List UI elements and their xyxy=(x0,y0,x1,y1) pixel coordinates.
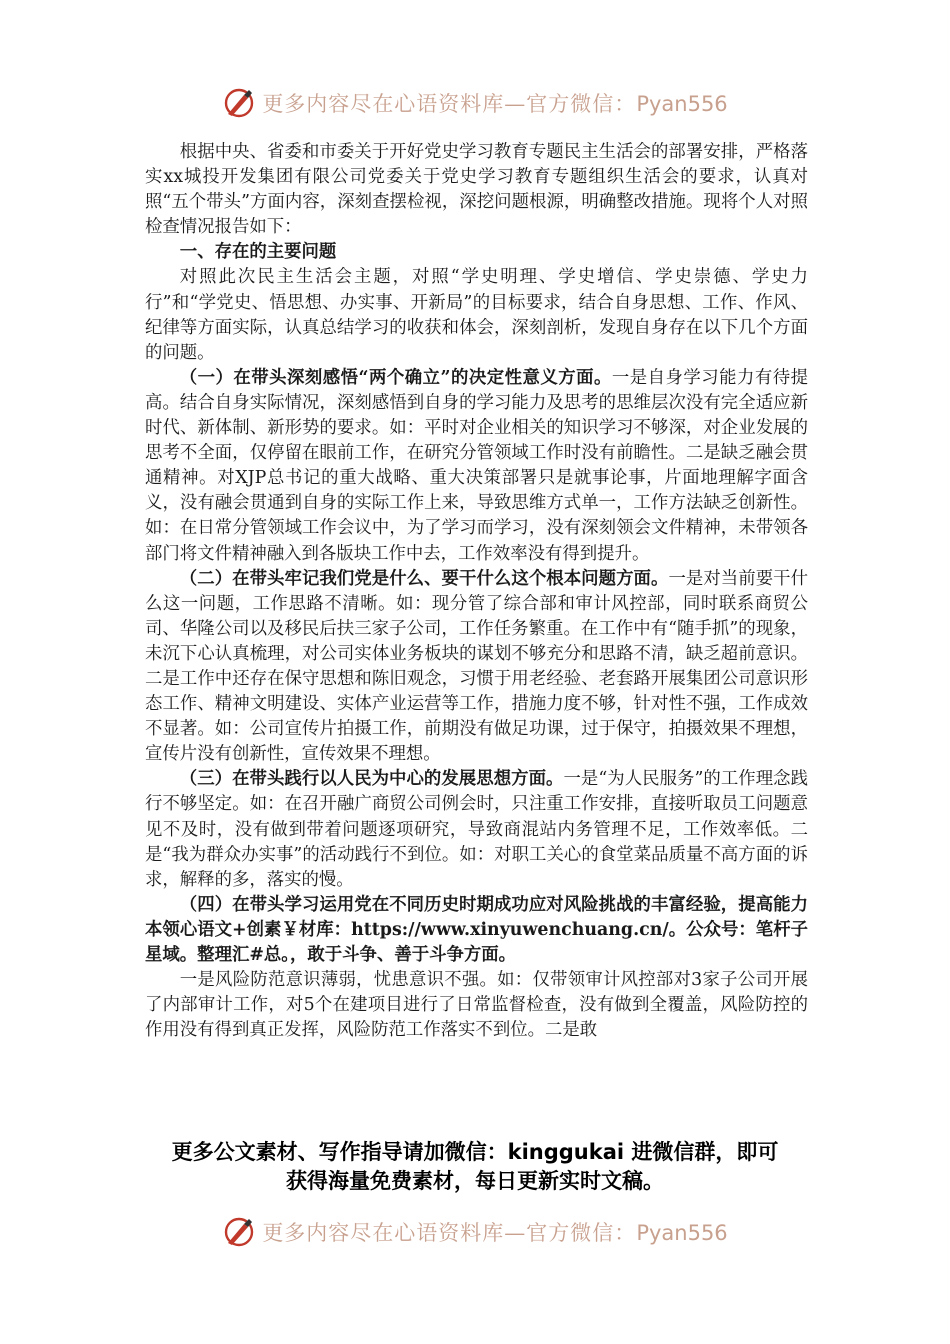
section-heading: 一、存在的主要问题 xyxy=(179,242,337,263)
banner-text: 更多内容尽在心语资料库—官方微信：Pyan556 xyxy=(262,1221,728,1245)
item-1-body: 一是自身学习能力有待提高。结合自身实际情况，深刻感悟到自身的学习能力及思考的思维层次没有完全适应新时代、新体制、新形势的要求。如：平时对企业相关的知识学习不够深，对企业发展的思考不全面，仅停留在眼前工作，在研究分管领域工作时没有前瞻性。二是缺乏融会贯通精神。对XJP总书记的重大战略、重大决策部署只是就事论事，片面地理解字面含义，没有融会贯通到自身的实际工作上来，导致思维方式单一，工作方法缺乏创新性。如：在日常分管领域工作会议中，为了学习而学习，没有深刻领会文件精神，未带领各部门将文件精神融入到各版块工作中去，工作效率没有得到提升。 xyxy=(145,367,808,564)
pen-logo-icon xyxy=(222,86,256,120)
intro-paragraph: 根据中央、省委和市委关于开好党史学习教育专题民主生活会的部署安排，严格落实xx城投开发集团有限公司党委关于党史学习教育专题组织生活会的要求，认真对照“五个带头”方面内容，深刻查摆检视，深挖问题根源，明确整改措施。现将个人对照检查情况报告如下： xyxy=(145,142,808,238)
banner-wechat-id: Pyan556 xyxy=(636,92,728,116)
item-3-body: 一是“为人民服务”的工作理念践行不够坚定。如：在召开融广商贸公司例会时，只注重工作安排，直接听取员工问题意见不及时，没有做到带着问题逐项研究，导致商混站内务管理不足，工作效率低。二是“我为群众办实事”的活动践行不到位。如：对职工关心的食堂菜品质量不高方面的诉求，解释的多，落实的慢。 xyxy=(145,769,808,890)
item-4-body: 一是风险防范意识薄弱，忧患意识不强。如：仅带领审计风控部对3家子公司开展了内部审计工作，对5个在建项目进行了日常监督检查，没有做到全覆盖，风险防控的作用没有得到真正发挥，风险防范工作落实不到位。二是敢 xyxy=(145,970,808,1041)
footer-watermark-banner xyxy=(0,1212,950,1252)
item-1-title: （一）在带头深刻感悟“两个确立”的决定性意义方面。 xyxy=(179,367,612,388)
promo-notice xyxy=(0,1138,950,1196)
pen-logo-icon xyxy=(222,1215,256,1249)
promo-line-1: 更多公文素材、写作指导请加微信：kinggukai 进微信群，即可 xyxy=(171,1140,779,1164)
item-3-paragraph xyxy=(145,767,808,892)
item-1-paragraph xyxy=(145,366,808,567)
item-2-paragraph xyxy=(145,567,808,768)
item-4-paragraph: （四）在带头学习运用党在不同历史时期成功应对风险挑战的丰富经验，提高能力本领心语文+创素￥材库：https://www.xinyuwenchuang.cn/。公众号：笔杆子星域。整理汇#总。，敢于斗争、善于斗争方面。 xyxy=(145,894,808,965)
item-2-body: 一是对当前要干什么这一问题，工作思路不清晰。如：现分管了综合部和审计风控部，同时联系商贸公司、华隆公司以及移民后扶三家子公司，工作任务繁重。在工作中有“随手抓”的现象，未沉下心认真梳理，对公司实体业务板块的谋划不够充分和思路不清，缺乏超前意识。二是工作中还存在保守思想和陈旧观念，习惯于用老经验、老套路开展集团公司意识形态工作、精神文明建设、实体产业运营等工作，措施力度不够，针对性不强，工作成效不显著。如：公司宣传片拍摄工作，前期没有做足功课，过于保守，拍摄效果不理想，宣传片没有创新性，宣传效果不理想。 xyxy=(145,568,808,765)
banner-text: 更多内容尽在心语资料库—官方微信：Pyan556 xyxy=(262,92,728,116)
header-watermark-banner xyxy=(0,83,950,123)
item-2-title: （二）在带头牢记我们党是什么、要干什么这个根本问题方面。 xyxy=(179,568,669,589)
document-body xyxy=(145,140,808,1043)
section-paragraph: 对照此次民主生活会主题，对照“学史明理、学史增信、学史崇德、学史力行”和“学党史、悟思想、办实事、开新局”的目标要求，结合自身思想、工作、作风、纪律等方面实际，认真总结学习的收获和体会，深刻剖析，发现自身存在以下几个方面的问题。 xyxy=(145,267,808,363)
banner-wechat-id: Pyan556 xyxy=(636,1221,728,1245)
promo-line-2: 获得海量免费素材，每日更新实时文稿。 xyxy=(286,1169,664,1193)
item-3-title: （三）在带头践行以人民为中心的发展思想方面。 xyxy=(179,769,564,790)
